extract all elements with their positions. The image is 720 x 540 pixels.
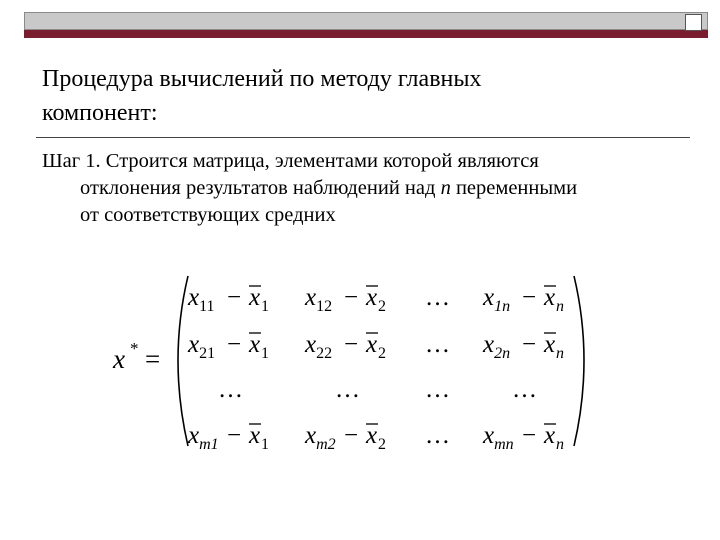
element-variable: x xyxy=(188,284,200,311)
element-subscript: 21 xyxy=(199,345,216,362)
minus-sign: − xyxy=(227,331,242,358)
mean-subscript: 1 xyxy=(261,436,269,453)
step-line-3: от соответствующих средних xyxy=(80,204,336,226)
ellipsis: … xyxy=(512,376,537,403)
title-line-2: компонент: xyxy=(42,100,158,126)
matrix-element xyxy=(304,284,332,315)
element-subscript: m2 xyxy=(316,436,336,453)
element-variable: x xyxy=(188,331,200,358)
mean-subscript: 2 xyxy=(378,345,386,362)
element-subscript: 11 xyxy=(199,298,215,315)
element-subscript: 12 xyxy=(316,298,333,315)
element-subscript: m1 xyxy=(199,436,219,453)
element-variable: x xyxy=(483,331,495,358)
mean-subscript: 1 xyxy=(261,345,269,362)
mean-subscript: n xyxy=(556,298,564,315)
element-variable: x xyxy=(483,284,495,311)
element-variable: x xyxy=(188,422,200,449)
element-subscript: 22 xyxy=(316,345,333,362)
mean-variable: x xyxy=(366,284,378,311)
right-parenthesis xyxy=(574,276,584,446)
minus-sign: − xyxy=(522,284,537,311)
mean-subscript: 1 xyxy=(261,298,269,315)
step-line-2-start: отклонения результатов наблюдений над xyxy=(80,177,441,199)
minus-sign: − xyxy=(227,284,242,311)
matrix-element xyxy=(187,331,215,362)
ellipsis: … xyxy=(335,376,360,403)
matrix-element xyxy=(304,422,336,453)
mean-subscript: n xyxy=(556,436,564,453)
matrix-element xyxy=(482,284,510,315)
lhs-variable: x xyxy=(113,344,125,374)
ellipsis: … xyxy=(425,331,450,358)
mean-variable: x xyxy=(544,422,556,449)
mean-variable: x xyxy=(366,422,378,449)
minus-sign: − xyxy=(522,331,537,358)
step-line-1: Шаг 1. Строится матрица, элементами которой являются xyxy=(42,150,539,172)
ellipsis: … xyxy=(425,284,450,311)
left-parenthesis xyxy=(178,276,188,446)
ellipsis: … xyxy=(425,376,450,403)
ellipsis: … xyxy=(218,376,243,403)
minus-sign: − xyxy=(344,422,359,449)
mean-variable: x xyxy=(249,331,261,358)
step-line-2-end: переменными xyxy=(450,177,578,199)
minus-sign: − xyxy=(344,331,359,358)
equals-sign: = xyxy=(145,344,161,374)
matrix-element xyxy=(187,422,219,453)
mean-subscript: 2 xyxy=(378,298,386,315)
mean-variable: x xyxy=(544,331,556,358)
element-subscript: mn xyxy=(494,436,514,453)
element-variable: x xyxy=(305,331,317,358)
element-subscript: 2n xyxy=(494,345,511,362)
mean-subscript: n xyxy=(556,345,564,362)
mean-variable: x xyxy=(544,284,556,311)
variable-n: n xyxy=(440,177,451,199)
minus-sign: − xyxy=(522,422,537,449)
mean-variable: x xyxy=(249,422,261,449)
matrix-element xyxy=(482,331,510,362)
mean-subscript: 2 xyxy=(378,436,386,453)
element-subscript: 1n xyxy=(494,298,511,315)
element-variable: x xyxy=(305,284,317,311)
mean-variable: x xyxy=(249,284,261,311)
element-variable: x xyxy=(305,422,317,449)
title-line-1: Процедура вычислений по методу главных xyxy=(42,66,482,92)
ellipsis: … xyxy=(425,422,450,449)
lhs-superscript: * xyxy=(130,339,139,358)
minus-sign: − xyxy=(344,284,359,311)
element-variable: x xyxy=(483,422,495,449)
minus-sign: − xyxy=(227,422,242,449)
matrix-element xyxy=(304,331,332,362)
matrix-element xyxy=(482,422,514,453)
matrix-element xyxy=(187,284,215,315)
mean-variable: x xyxy=(366,331,378,358)
